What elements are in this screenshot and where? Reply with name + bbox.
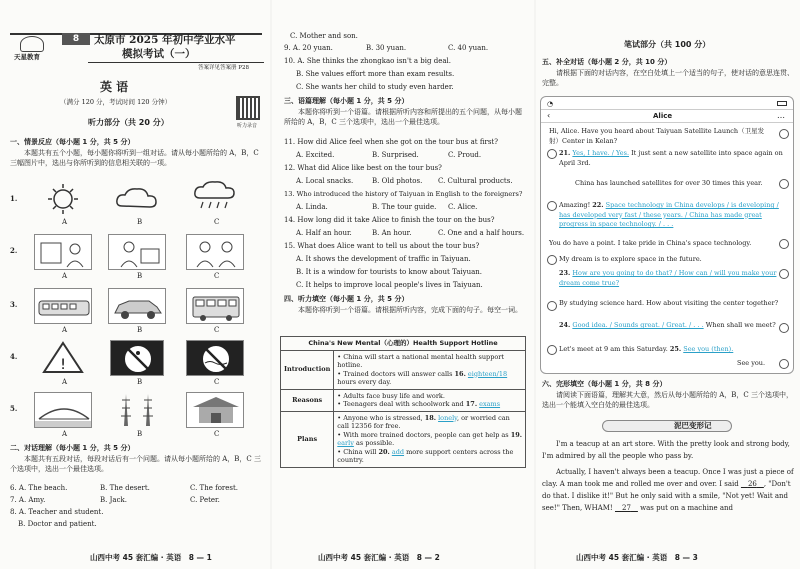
option-a-label: A xyxy=(62,272,68,280)
option-c-label: C xyxy=(214,378,220,386)
temple-image xyxy=(186,392,244,428)
q11-option-c: C. Proud. xyxy=(448,151,482,159)
q10-option-a: 10. A. She thinks the zhongkao isn't a big deal. xyxy=(284,57,451,65)
row-label-5: 5. xyxy=(10,404,18,413)
answer-18[interactable]: lonely xyxy=(438,413,457,422)
avatar-alice xyxy=(547,255,557,265)
reason-line-1: • Adults face busy life and work. xyxy=(337,391,445,400)
chat-contact-name: Alice xyxy=(653,112,673,120)
q6-option-c: C. The forest. xyxy=(190,484,239,492)
message-9: 24. Good idea. / Sounds great. / Great. / . . . When shall we meet? xyxy=(559,321,776,329)
q13-option-a: A. Linda. xyxy=(296,203,328,211)
page-2-footer: 山西中考 45 套汇编 · 英语 8 — 2 xyxy=(318,553,440,562)
q9-option-b: B. 30 yuan. xyxy=(366,44,407,52)
option-c-label: C xyxy=(214,272,220,280)
story-title: 泥巴变形记 xyxy=(674,421,712,430)
status-divider xyxy=(541,109,793,110)
q11-option-a: A. Excited. xyxy=(296,151,335,159)
answer-16[interactable]: eighteen/18 xyxy=(467,369,508,378)
avatar-friend xyxy=(779,323,789,333)
page-1-footer: 山西中考 45 套汇编 · 英语 8 — 1 xyxy=(90,553,212,562)
message-7: 23. How are you going to do that? / How can / will you make your dream come true? xyxy=(559,269,777,287)
q15-option-b: B. It is a window for tourists to know about Taiyuan. xyxy=(296,268,482,276)
reason-line-2: • Teenagers deal with schoolwork and 17. exams xyxy=(337,400,501,408)
q14-option-b: B. An hour. xyxy=(372,229,412,237)
story-title-banner xyxy=(602,420,732,432)
option-b-label: B xyxy=(137,218,143,226)
section-4-title: 四、听力填空（每小题 1 分，共 5 分） xyxy=(284,295,409,303)
battery-icon xyxy=(777,101,787,106)
q14-question: 14. How long did it take Alice to finish the tour on the bus? xyxy=(284,216,495,224)
warning-sign-image xyxy=(34,340,92,376)
weather-sun-image xyxy=(34,182,92,216)
answer-20[interactable]: add xyxy=(391,447,405,456)
q13-option-c: C. Alice. xyxy=(448,203,478,211)
message-4: Amazing! 22. Space technology in China develops / is developing / has developed very fast / these years. / China has made great progress in space technology. / . . . xyxy=(559,201,779,228)
message-5: You do have a point. I take pride in China's space technology. xyxy=(549,239,752,247)
wifi-icon: ◔ xyxy=(547,100,554,108)
no-running-sign-image xyxy=(110,340,164,376)
reasons-cell xyxy=(334,389,526,411)
avatar-friend xyxy=(779,269,789,279)
q7-option-a: 7. A. Amy. xyxy=(10,496,46,504)
qr-code[interactable] xyxy=(236,96,260,120)
section-6-instructions: 请阅读下面语篇，理解其大意，然后从每小题所给的 A，B，C 三个选项中，选出一个能填入空白处的最佳选项。 xyxy=(542,391,794,409)
back-chevron-icon[interactable]: ‹ xyxy=(547,111,551,120)
option-c-label: C xyxy=(214,218,220,226)
score-time: （满分 120 分，考试时间 120 分钟） xyxy=(60,98,172,106)
answer-17[interactable]: exams xyxy=(479,400,501,408)
page-1 xyxy=(0,0,270,569)
written-part-title: 笔试部分（共 100 分） xyxy=(624,40,711,49)
q9-option-c: C. 40 yuan. xyxy=(448,44,489,52)
page-3-footer: 山西中考 45 套汇编 · 英语 8 — 3 xyxy=(576,553,698,562)
answer-22[interactable]: Space technology in China develops / is developing / has developed very fast / these years. / China has made great progress in space technology. / . . . xyxy=(559,201,779,228)
q15-question: 15. What does Alice want to tell us about the tour bus? xyxy=(284,242,480,250)
q6-option-b: B. The desert. xyxy=(100,484,150,492)
story-paragraph-1: I'm a teacup at an art store. With the pretty look and strong body, I'm admired by all the people who pass by. xyxy=(542,440,790,460)
q8-option-c: C. Mother and son. xyxy=(290,32,358,40)
q13-question: 13. Who introduced the history of Taiyuan in English to the foreigners? xyxy=(284,190,523,198)
avatar-alice xyxy=(547,301,557,311)
q13-option-b: B. The tour guide. xyxy=(372,203,437,211)
section-3-title: 三、语篇理解（每小题 1 分，共 5 分） xyxy=(284,97,409,105)
blank-27[interactable]: 27 xyxy=(621,504,631,512)
subject-title: 英 语 xyxy=(100,80,129,94)
exam-title: 太原市 2025 年初中学业水平 xyxy=(94,34,236,46)
blank-26[interactable]: 26 xyxy=(747,480,757,488)
q10-option-b: B. She values effort more than exam results. xyxy=(296,70,455,78)
listening-title: 听力部分（共 20 分） xyxy=(88,118,169,127)
option-b-label: B xyxy=(137,378,143,386)
plan-line-2: • With more trained doctors, people can get help as 19. early as possible. xyxy=(337,430,523,447)
answer-24[interactable]: Good idea. / Sounds great. / Great. / . . . xyxy=(572,321,704,329)
title-rule xyxy=(88,62,264,63)
q9-option-a: 9. A. 20 yuan. xyxy=(284,44,333,52)
plan-line-1: • Anyone who is stressed, 18. lonely, or worried can call 12356 for free. xyxy=(337,413,510,430)
message-3: China has launched satellites for over 30 times this year. xyxy=(575,179,763,187)
picture-2a xyxy=(34,234,92,270)
avatar-alice xyxy=(547,345,557,355)
svg-text:!: ! xyxy=(60,357,66,373)
chat-phone-frame xyxy=(540,96,794,374)
q12-option-a: A. Local snacks. xyxy=(296,177,354,185)
picture-2c xyxy=(186,234,244,270)
message-11: See you. xyxy=(737,359,766,367)
q11-option-b: B. Surprised. xyxy=(372,151,419,159)
section-2-title: 二、对话理解（每小题 1 分，共 5 分） xyxy=(10,444,135,452)
section-5-instructions: 请根据下面的对话内容，在空白处填上一个适当的句子，使对话的意思连贯、完整。 xyxy=(542,69,794,87)
section-1-instructions: 本题共有五个小题，每小题你将听到一组对话。请从每小题所给的 A，B，C 三幅图片中，选出与你所听到的信息相关联的一项。 xyxy=(10,149,259,167)
q15-option-a: A. It shows the development of traffic in Taiyuan. xyxy=(296,255,471,263)
avatar-friend xyxy=(779,239,789,249)
row-label-3: 3. xyxy=(10,300,18,309)
section-5-title: 五、补全对话（每小题 2 分，共 10 分） xyxy=(542,58,672,66)
avatar-alice xyxy=(547,201,557,211)
message-8: By studying science hard. How about visiting the center together? xyxy=(559,299,779,307)
qr-caption: 听力录音 xyxy=(237,123,258,129)
picture-2b xyxy=(108,234,166,270)
q12-question: 12. What did Alice like best on the tour bus? xyxy=(284,164,442,172)
option-c-label: C xyxy=(214,430,220,438)
page-badge: 8 xyxy=(62,33,90,45)
row-label-plans: Plans xyxy=(281,411,334,467)
answer-19[interactable]: early xyxy=(337,439,354,447)
answer-23[interactable]: How are you going to do that? / How can / will you make your dream come true? xyxy=(559,269,777,287)
weather-cloud-image xyxy=(108,182,166,216)
answer-21[interactable]: Yes, I have. / Yes. xyxy=(572,149,630,157)
option-b-label: B xyxy=(137,326,143,334)
row-label-4: 4. xyxy=(10,352,18,361)
section-6-title: 六、完形填空（每小题 1 分，共 8 分） xyxy=(542,380,667,388)
q14-option-c: C. One and a half hours. xyxy=(438,229,525,237)
section-3-instructions: 本题你将听到一个语篇。请根据所听内容和所提出的五个问题，从每小题所给的 A，B，C 三个选项中，选出一个最佳选项。 xyxy=(284,108,522,126)
brand-logo xyxy=(20,36,44,52)
intro-line-2: • Trained doctors will answer calls 16. eighteen/18 hours every day. xyxy=(337,369,508,386)
avatar-friend xyxy=(779,359,789,369)
option-c-label: C xyxy=(214,326,220,334)
option-b-label: B xyxy=(137,430,143,438)
section-1-title: 一、情景反应（每小题 1 分，共 5 分） xyxy=(10,138,135,146)
q10-option-c: C. She wants her child to study even harder. xyxy=(296,83,454,91)
police-car-image xyxy=(108,288,166,324)
story-paragraph-2: Actually, I haven't always been a teacup. Once I was just a piece of clay. A man took me and rolled me over and over. I said 26 , "Don't do that. I dislike it!" But he only said with a smile, "Not yet! Wait and see!" Then, WHAM! 27 was put on a machine and xyxy=(542,468,794,512)
introduction-cell xyxy=(334,350,526,389)
row-label-introduction: Introduction xyxy=(281,350,334,389)
q12-option-c: C. Cultural products. xyxy=(438,177,513,185)
brand-name: 天星教育 xyxy=(14,53,40,61)
q12-option-b: B. Old photos. xyxy=(372,177,423,185)
q7-option-b: B. Jack. xyxy=(100,496,127,504)
hotline-table xyxy=(280,336,526,468)
bus-image xyxy=(186,288,244,324)
option-a-label: A xyxy=(62,326,68,334)
section-2-instructions: 本题共有五段对话，每段对话后有一个问题。请从每小题所给的 A，B，C 三个选项中，选出一个最佳选项。 xyxy=(10,455,262,473)
header-divider xyxy=(541,122,793,123)
exam-subtitle: 模拟考试（一） xyxy=(122,48,196,60)
q11-question: 11. How did Alice feel when she got on the tour bus at first? xyxy=(284,138,498,146)
twin-pagoda-image xyxy=(110,390,164,428)
page-3 xyxy=(536,0,800,569)
avatar-friend xyxy=(779,129,789,139)
message-1: Hi, Alice. Have you heard about Taiyuan Satellite Launch（卫星发射）Center in Kelan? xyxy=(549,127,765,145)
section-4-instructions: 本题你将听到一个语篇。请根据所听内容，完成下面的句子。每空一词。 xyxy=(298,306,522,314)
option-a-label: A xyxy=(62,218,68,226)
q7-option-c: C. Peter. xyxy=(190,496,220,504)
message-10: Let's meet at 9 am this Saturday. 25. See you (then). xyxy=(559,345,734,353)
avatar-friend xyxy=(779,179,789,189)
train-image xyxy=(34,288,92,324)
weather-rain-image xyxy=(186,180,244,216)
option-a-label: A xyxy=(62,430,68,438)
row-label-2: 2. xyxy=(10,246,18,255)
more-icon[interactable]: … xyxy=(777,111,785,120)
answer-ref: 答案详见答案册 P28 xyxy=(198,65,249,71)
plans-cell xyxy=(334,411,526,467)
q15-option-c: C. It helps to improve local people's lives in Taiyuan. xyxy=(296,281,483,289)
q8-option-b: B. Doctor and patient. xyxy=(18,520,97,528)
row-label-1: 1. xyxy=(10,194,18,203)
bridge-image xyxy=(34,392,92,428)
table-title: China's New Mental（心理的）Health Support Hotline xyxy=(281,337,526,351)
q8-option-a: 8. A. Teacher and student. xyxy=(10,508,104,516)
option-a-label: A xyxy=(62,378,68,386)
row-label-reasons: Reasons xyxy=(281,389,334,411)
intro-line-1: • China will start a national mental health support hotline. xyxy=(337,352,505,369)
page-2 xyxy=(272,0,534,569)
q6-option-a: 6. A. The beach. xyxy=(10,484,68,492)
message-2: 21. Yes, I have. / Yes. It just sent a new satellite into space again on April 3rd. xyxy=(559,149,783,167)
q14-option-a: A. Half an hour. xyxy=(296,229,352,237)
answer-25[interactable]: See you (then). xyxy=(683,345,734,353)
option-b-label: B xyxy=(137,272,143,280)
plan-line-3: • China will 20. add more support centers across the country. xyxy=(337,447,514,464)
no-swimming-sign-image xyxy=(186,340,244,376)
message-6: My dream is to explore space in the future. xyxy=(559,255,702,263)
avatar-alice xyxy=(547,149,557,159)
